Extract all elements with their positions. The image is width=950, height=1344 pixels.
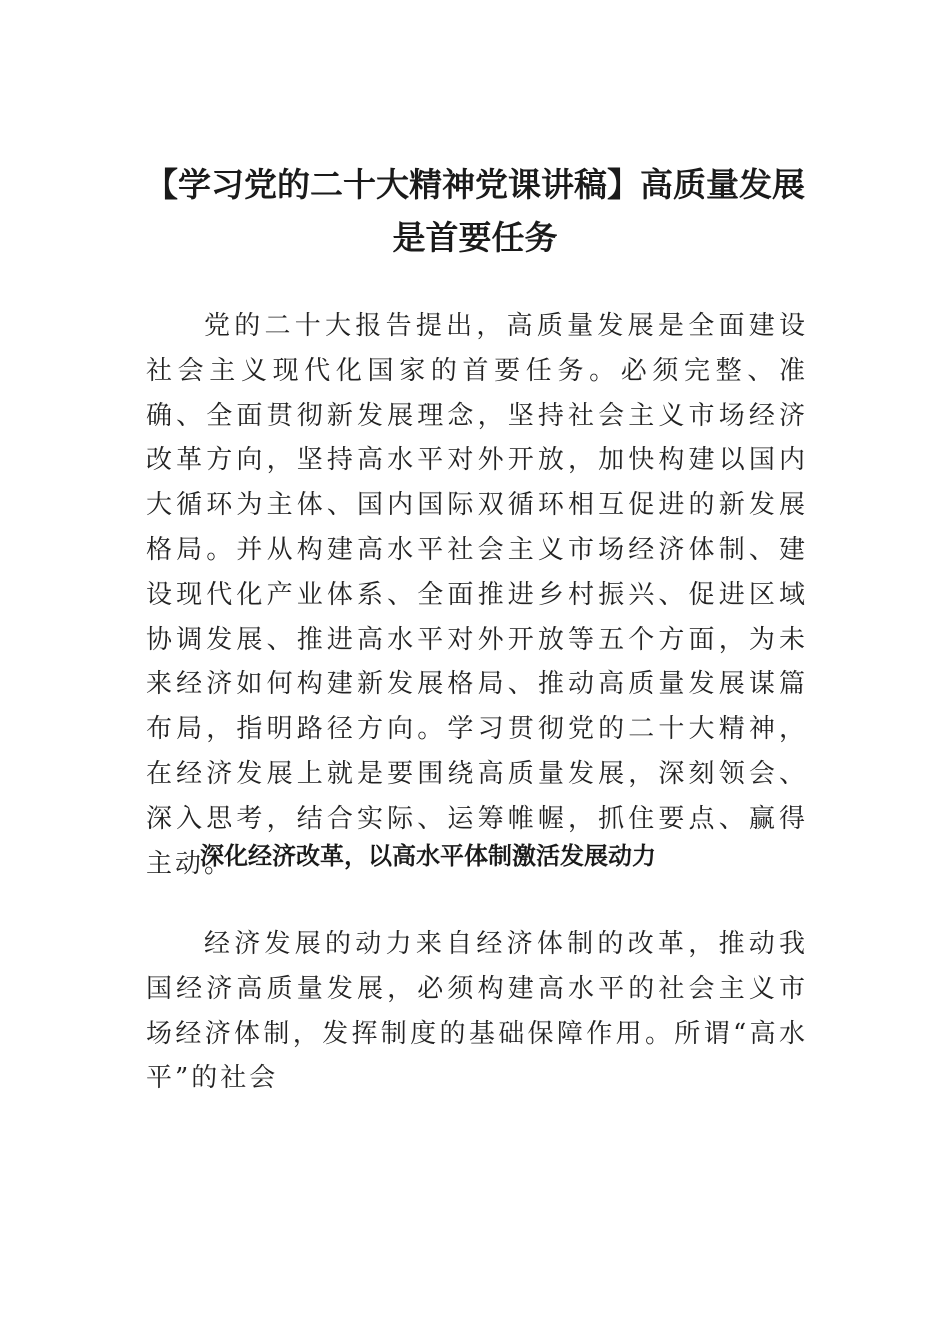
paragraph-intro: 党的二十大报告提出，高质量发展是全面建设社会主义现代化国家的首要任务。必须完整、准确、全面贯彻新发展理念，坚持社会主义市场经济改革方向，坚持高水平对外开放，加快构建以国内大循环为主体、国内国际双循环相互促进的新发展格局。并从构建高水平社会主义市场经济体制、建设现代化产业体系、全面推进乡村振兴、促进区域协调发展、推进高水平对外开放等五个方面，为未来经济如何构建新发展格局、推动高质量发展谋篇布局，指明路径方向。学习贯彻党的二十大精神，在经济发展上就是要围绕高质量发展，深刻领会、深入思考，结合实际、运筹帷幄，抓住要点、赢得主动。 <box>146 311 808 879</box>
paragraph-section-1: 经济发展的动力来自经济体制的改革，推动我国经济高质量发展，必须构建高水平的社会主义市场经济体制，发挥制度的基础保障作用。所谓“高水平”的社会 <box>146 929 808 1094</box>
document-title: 【学习党的二十大精神党课讲稿】高质量发展是首要任务 <box>145 165 805 257</box>
section-heading: 深化经济改革，以高水平体制激活发展动力 <box>200 842 656 870</box>
